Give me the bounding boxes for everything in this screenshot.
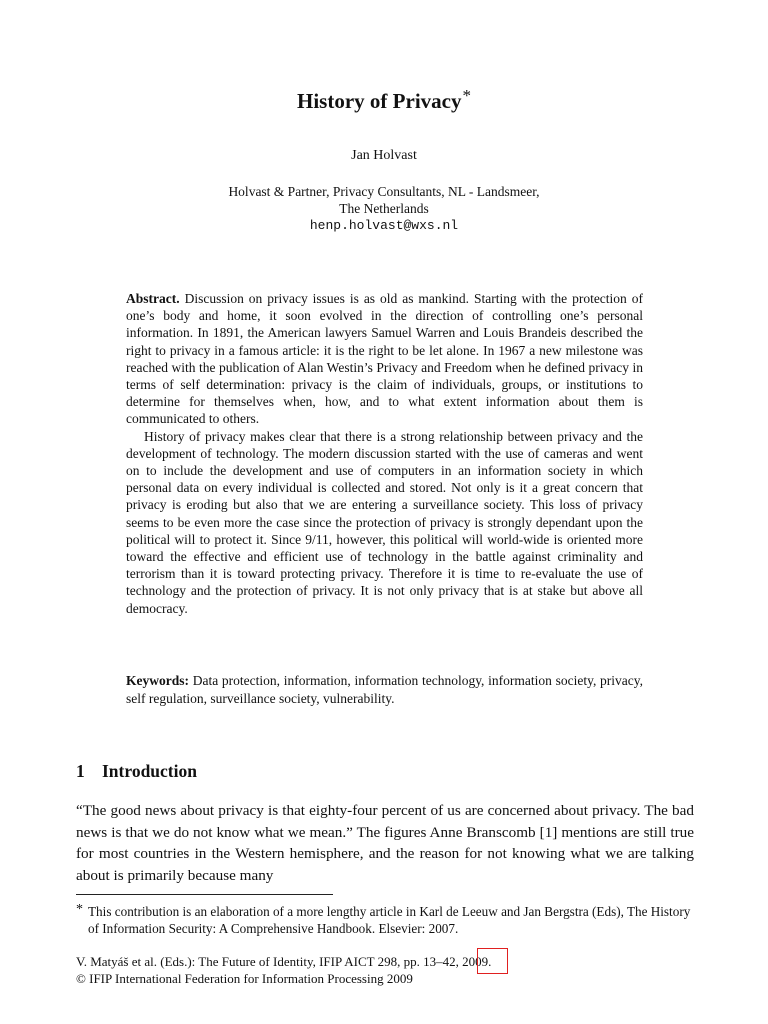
footnote-divider (76, 894, 333, 895)
keywords-label: Keywords: (126, 673, 189, 688)
author-name: Jan Holvast (351, 148, 417, 163)
citation-block (76, 953, 694, 987)
section-number: 1 (76, 761, 85, 781)
abstract-paragraph-2: History of privacy makes clear that there is a strong relationship between privacy and the development of technology. The modern discussion started with the use of cameras and went on to include the development and use of computers in an information society in which personal data on every individual is collected and stored. Not only is it a great concern that privacy is eroding but also that we are entering a surveillance society. This loss of privacy seems to be even more the case since the protection of privacy is strongly dependant upon the political will to protect it. Since 9/11, however, this political will world-wide is oriented more toward the effective and efficient use of technology in the battle against criminality and terrorism than it is toward protecting privacy. Therefore it is time to re-evaluate the use of technology and the protection of privacy. It is not only privacy that is at stake but above all democracy. (126, 428, 643, 616)
section-title: Introduction (102, 761, 197, 781)
introduction-paragraph: “The good news about privacy is that eighty-four percent of us are concerned about privacy. The bad news is that we do not know what we mean.” The figures Anne Branscomb [1] mentions are still true for most countries in the Western hemisphere, and the reason for not knowing what we are talking about is primarily because many (76, 802, 694, 884)
affiliation-line-1: Holvast & Partner, Privacy Consultants, NL - Landsmeer, (228, 184, 540, 199)
keywords-text: Data protection, information, information technology, information society, privacy, self regulation, surveillance society, vulnerability. (126, 673, 643, 706)
keywords (126, 672, 643, 707)
affiliation-block (0, 183, 768, 234)
citation-line-1: V. Matyáš et al. (Eds.): The Future of Identity, IFIP AICT 298, pp. 13–42, 2009. (76, 954, 492, 969)
footnote-text: This contribution is an elaboration of a more lengthy article in Karl de Leeuw and Jan Bergstra (Eds), The History of Information Security: A Comprehensive Handbook. Elsevier: 2007. (88, 904, 691, 936)
abstract-paragraph-1 (126, 290, 643, 428)
title-footnote-mark: * (462, 86, 471, 105)
paper-title (0, 86, 768, 114)
paper-title-text: History of Privacy (297, 89, 462, 113)
author-email[interactable]: henp.holvast@wxs.nl (309, 218, 459, 233)
abstract (126, 290, 643, 617)
section-heading (76, 761, 197, 782)
affiliation-line-2: The Netherlands (339, 201, 429, 216)
footnote-mark: * (76, 902, 83, 917)
copyright-line: © IFIP International Federation for Information Processing 2009 (76, 971, 413, 986)
abstract-text-1: Discussion on privacy issues is as old as mankind. Starting with the protection of one’s body and home, it soon evolved in the direction of controlling one’s personal information. In 1891, the American lawyers Samuel Warren and Louis Brandeis described the right to privacy in a famous article: it is the right to be let alone. In 1967 a new milestone was reached with the publication of Alan Westin’s Privacy and Freedom when he defined privacy in terms of self determination: privacy is the claim of individuals, groups, or institutions to determine for themselves when, how, and to what extent information about them is communicated to others. (126, 291, 643, 427)
footnote (76, 903, 694, 937)
page-range-highlight-box (477, 948, 508, 974)
abstract-label: Abstract. (126, 291, 180, 306)
